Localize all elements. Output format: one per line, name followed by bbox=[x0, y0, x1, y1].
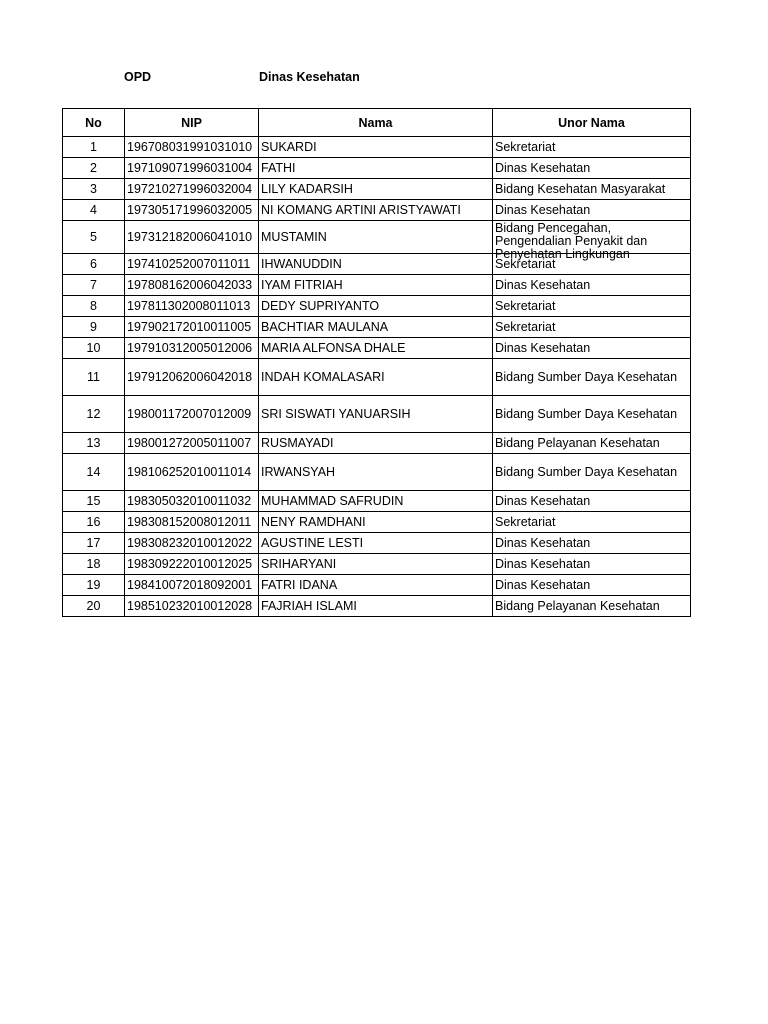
cell-nama: IHWANUDDIN bbox=[259, 254, 493, 275]
table-row bbox=[63, 296, 691, 317]
cell-no: 4 bbox=[63, 200, 125, 221]
cell-no: 10 bbox=[63, 338, 125, 359]
cell-unor-nama: Dinas Kesehatan bbox=[493, 200, 691, 221]
cell-nama: SUKARDI bbox=[259, 137, 493, 158]
cell-unor-nama-text: Bidang Pencegahan, Pengendalian Penyakit dan Penyehatan Lingkungan bbox=[495, 220, 648, 261]
cell-unor-nama: Dinas Kesehatan bbox=[493, 275, 691, 296]
cell-no: 8 bbox=[63, 296, 125, 317]
table-body bbox=[63, 137, 691, 617]
cell-nip: 197305171996032005 bbox=[125, 200, 259, 221]
cell-nama: SRIHARYANI bbox=[259, 554, 493, 575]
cell-unor-nama: Bidang Pelayanan Kesehatan bbox=[493, 596, 691, 617]
table-row bbox=[63, 454, 691, 491]
table-header-row bbox=[63, 109, 691, 137]
column-header-nip: NIP bbox=[125, 109, 259, 137]
cell-nama: MUHAMMAD SAFRUDIN bbox=[259, 491, 493, 512]
cell-nama: FAJRIAH ISLAMI bbox=[259, 596, 493, 617]
cell-unor-nama: Dinas Kesehatan bbox=[493, 575, 691, 596]
cell-nip: 198001272005011007 bbox=[125, 433, 259, 454]
table-row bbox=[63, 512, 691, 533]
cell-no: 11 bbox=[63, 359, 125, 396]
employee-table bbox=[62, 108, 691, 617]
cell-nama: FATRI IDANA bbox=[259, 575, 493, 596]
cell-unor-nama: Dinas Kesehatan bbox=[493, 158, 691, 179]
cell-nip: 197410252007011011 bbox=[125, 254, 259, 275]
opd-value: Dinas Kesehatan bbox=[259, 70, 360, 84]
cell-no: 17 bbox=[63, 533, 125, 554]
cell-no: 5 bbox=[63, 221, 125, 254]
column-header-no: No bbox=[63, 109, 125, 137]
cell-nama: IRWANSYAH bbox=[259, 454, 493, 491]
cell-no: 6 bbox=[63, 254, 125, 275]
cell-unor-nama: Bidang Kesehatan Masyarakat bbox=[493, 179, 691, 200]
table-row bbox=[63, 533, 691, 554]
cell-nip: 198510232010012028 bbox=[125, 596, 259, 617]
cell-no: 20 bbox=[63, 596, 125, 617]
cell-nip: 197808162006042033 bbox=[125, 275, 259, 296]
cell-unor-nama: Dinas Kesehatan bbox=[493, 491, 691, 512]
cell-nama: LILY KADARSIH bbox=[259, 179, 493, 200]
cell-no: 12 bbox=[63, 396, 125, 433]
cell-no: 16 bbox=[63, 512, 125, 533]
table-row bbox=[63, 491, 691, 512]
cell-no: 3 bbox=[63, 179, 125, 200]
cell-nip: 197902172010011005 bbox=[125, 317, 259, 338]
cell-nip: 198309222010012025 bbox=[125, 554, 259, 575]
cell-unor-nama: Bidang Sumber Daya Kesehatan bbox=[493, 359, 691, 396]
cell-nama: SRI SISWATI YANUARSIH bbox=[259, 396, 493, 433]
cell-nip: 197312182006041010 bbox=[125, 221, 259, 254]
cell-unor-nama: Sekretariat bbox=[493, 254, 691, 275]
table-row bbox=[63, 433, 691, 454]
cell-nip: 197910312005012006 bbox=[125, 338, 259, 359]
cell-nama: MUSTAMIN bbox=[259, 221, 493, 254]
cell-no: 18 bbox=[63, 554, 125, 575]
table-row bbox=[63, 179, 691, 200]
table-row bbox=[63, 275, 691, 296]
cell-nama: NENY RAMDHANI bbox=[259, 512, 493, 533]
cell-unor-nama: Bidang Sumber Daya Kesehatan bbox=[493, 396, 691, 433]
table-row bbox=[63, 575, 691, 596]
cell-unor-nama: Sekretariat bbox=[493, 317, 691, 338]
table-row bbox=[63, 359, 691, 396]
cell-no: 2 bbox=[63, 158, 125, 179]
cell-nama: AGUSTINE LESTI bbox=[259, 533, 493, 554]
cell-nip: 198305032010011032 bbox=[125, 491, 259, 512]
cell-unor-nama: Sekretariat bbox=[493, 512, 691, 533]
table-row bbox=[63, 317, 691, 338]
cell-unor-nama: Sekretariat bbox=[493, 296, 691, 317]
cell-nama: MARIA ALFONSA DHALE bbox=[259, 338, 493, 359]
cell-nip: 197912062006042018 bbox=[125, 359, 259, 396]
table-row bbox=[63, 158, 691, 179]
opd-label: OPD bbox=[124, 70, 152, 84]
cell-nip: 198001172007012009 bbox=[125, 396, 259, 433]
cell-nama: RUSMAYADI bbox=[259, 433, 493, 454]
cell-unor-nama bbox=[493, 220, 691, 261]
cell-no: 1 bbox=[63, 137, 125, 158]
cell-nip: 198308152008012011 bbox=[125, 512, 259, 533]
cell-nip: 198308232010012022 bbox=[125, 533, 259, 554]
cell-nama: FATHI bbox=[259, 158, 493, 179]
cell-no: 13 bbox=[63, 433, 125, 454]
cell-unor-nama: Bidang Sumber Daya Kesehatan bbox=[493, 454, 691, 491]
table-row bbox=[63, 137, 691, 158]
table-row bbox=[63, 396, 691, 433]
table-row bbox=[63, 221, 691, 254]
cell-no: 14 bbox=[63, 454, 125, 491]
cell-nama: NI KOMANG ARTINI ARISTYAWATI bbox=[259, 200, 493, 221]
table-row bbox=[63, 554, 691, 575]
cell-unor-nama: Dinas Kesehatan bbox=[493, 533, 691, 554]
cell-nip: 197210271996032004 bbox=[125, 179, 259, 200]
table-row bbox=[63, 596, 691, 617]
table-row bbox=[63, 338, 691, 359]
cell-unor-nama: Bidang Pelayanan Kesehatan bbox=[493, 433, 691, 454]
cell-nip: 197109071996031004 bbox=[125, 158, 259, 179]
cell-nama: BACHTIAR MAULANA bbox=[259, 317, 493, 338]
column-header-unor-nama: Unor Nama bbox=[493, 109, 691, 137]
cell-nama: INDAH KOMALASARI bbox=[259, 359, 493, 396]
cell-nip: 198410072018092001 bbox=[125, 575, 259, 596]
column-header-nama: Nama bbox=[259, 109, 493, 137]
cell-nip: 198106252010011014 bbox=[125, 454, 259, 491]
cell-nip: 197811302008011013 bbox=[125, 296, 259, 317]
cell-no: 15 bbox=[63, 491, 125, 512]
cell-nama: DEDY SUPRIYANTO bbox=[259, 296, 493, 317]
table-row bbox=[63, 200, 691, 221]
cell-nip: 196708031991031010 bbox=[125, 137, 259, 158]
cell-no: 19 bbox=[63, 575, 125, 596]
cell-no: 9 bbox=[63, 317, 125, 338]
cell-unor-nama: Dinas Kesehatan bbox=[493, 554, 691, 575]
cell-unor-nama: Sekretariat bbox=[493, 137, 691, 158]
cell-unor-nama: Dinas Kesehatan bbox=[493, 338, 691, 359]
cell-no: 7 bbox=[63, 275, 125, 296]
cell-nama: IYAM FITRIAH bbox=[259, 275, 493, 296]
